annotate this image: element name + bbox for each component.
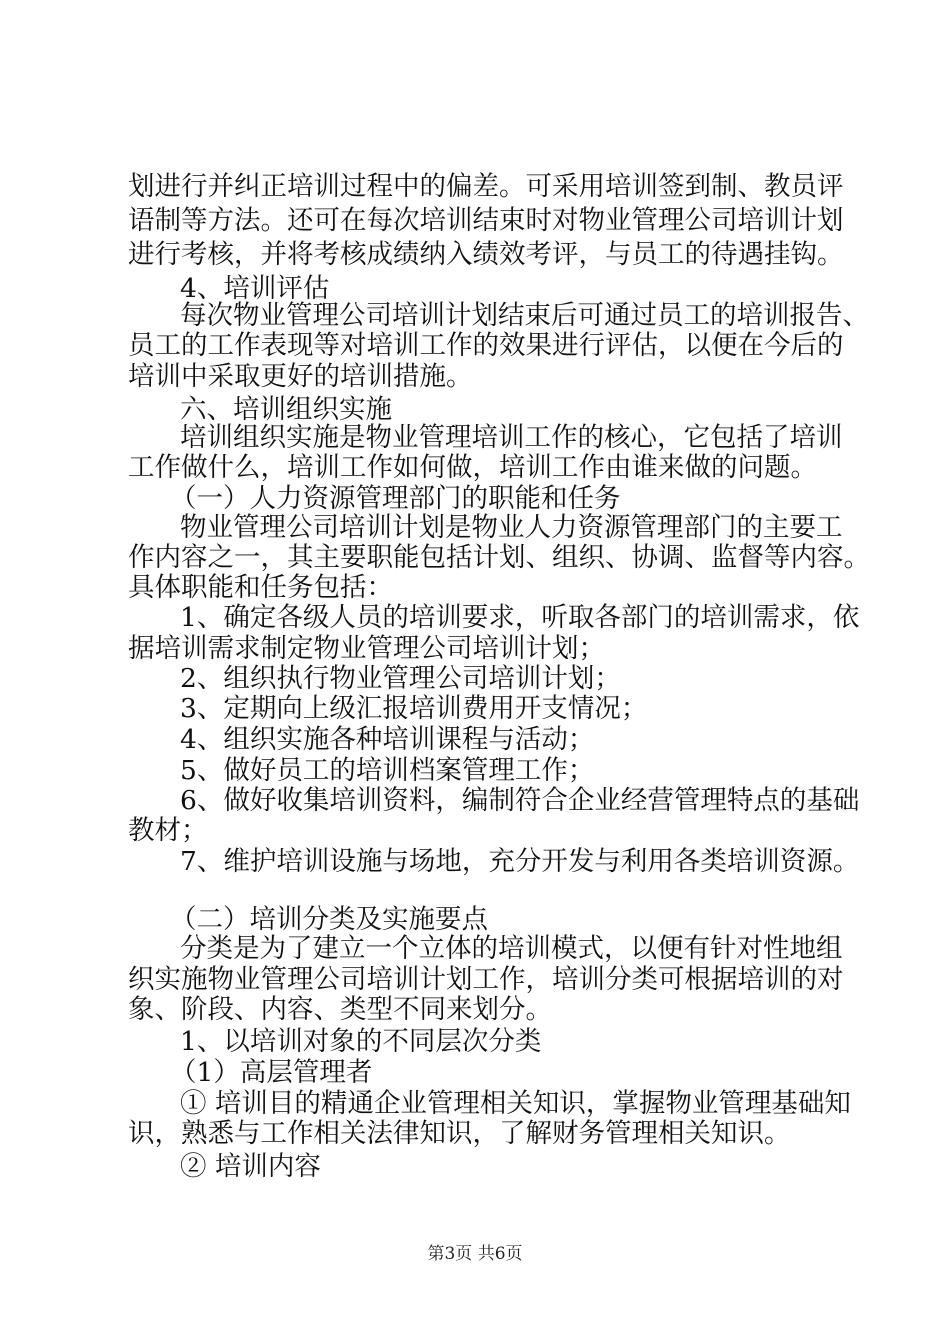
page-number-footer: 第3页 共6页 [427, 1244, 523, 1264]
list-item: 4、组织实施各种培训课程与活动； [180, 724, 595, 755]
text-line: 分类是为了建立一个立体的培训模式，以便有针对性地组 [180, 933, 843, 964]
list-item: 7、维护培训设施与场地，充分开发与利用各类培训资源。 [180, 846, 860, 877]
list-item: 3、定期向上级汇报培训费用开支情况； [180, 693, 648, 724]
text-line: 物业管理公司培训计划是物业人力资源管理部门的主要工 [180, 512, 843, 543]
text-line: 划进行并纠正培训过程中的偏差。可采用培训签到制、教员评 [128, 171, 844, 202]
list-item: 5、做好员工的培训档案管理工作； [180, 755, 595, 786]
text-line: 象、阶段、内容、类型不同来划分。 [128, 994, 552, 1025]
section-heading: （二）培训分类及实施要点 [170, 904, 488, 935]
section-heading: 六、培训组织实施 [180, 394, 392, 425]
text-line: 教材； [128, 815, 208, 846]
section-heading: （一）人力资源管理部门的职能和任务 [170, 483, 621, 514]
text-line: 工作做什么，培训工作如何做，培训工作由谁来做的问题。 [128, 452, 817, 483]
text-line: 员工的工作表现等对培训工作的效果进行评估，以便在今后的 [128, 330, 844, 361]
text-line: 培训中采取更好的培训措施。 [128, 361, 473, 392]
text-line: 织实施物业管理公司培训计划工作，培训分类可根据培训的对 [128, 964, 844, 995]
section-heading: 4、培训评估 [180, 273, 330, 304]
text-line: 据培训需求制定物业管理公司培训计划； [128, 633, 605, 664]
list-item: ① 培训目的精通企业管理相关知识，掌握物业管理基础知 [180, 1088, 851, 1119]
section-heading: （1）高层管理者 [170, 1057, 373, 1088]
text-line: 进行考核，并将考核成绩纳入绩效考评，与员工的待遇挂钩。 [128, 239, 844, 270]
text-line: 识，熟悉与工作相关法律知识，了解财务管理相关知识。 [128, 1118, 791, 1149]
section-heading: 1、以培训对象的不同层次分类 [180, 1026, 542, 1057]
text-line: 培训组织实施是物业管理培训工作的核心，它包括了培训 [180, 422, 843, 453]
text-line: 作内容之一，其主要职能包括计划、组织、协调、监督等内容。 [128, 542, 870, 573]
list-item: 6、做好收集培训资料，编制符合企业经营管理特点的基础 [180, 785, 860, 816]
list-item: 1、确定各级人员的培训要求，听取各部门的培训需求，依 [180, 602, 860, 633]
text-line: 具体职能和任务包括： [128, 572, 393, 603]
list-item: ② 培训内容 [180, 1151, 321, 1182]
text-line: 每次物业管理公司培训计划结束后可通过员工的培训报告、 [180, 300, 869, 331]
list-item: 2、组织执行物业管理公司培训计划； [180, 663, 621, 694]
text-line: 语制等方法。还可在每次培训结束时对物业管理公司培训计划 [128, 205, 844, 236]
